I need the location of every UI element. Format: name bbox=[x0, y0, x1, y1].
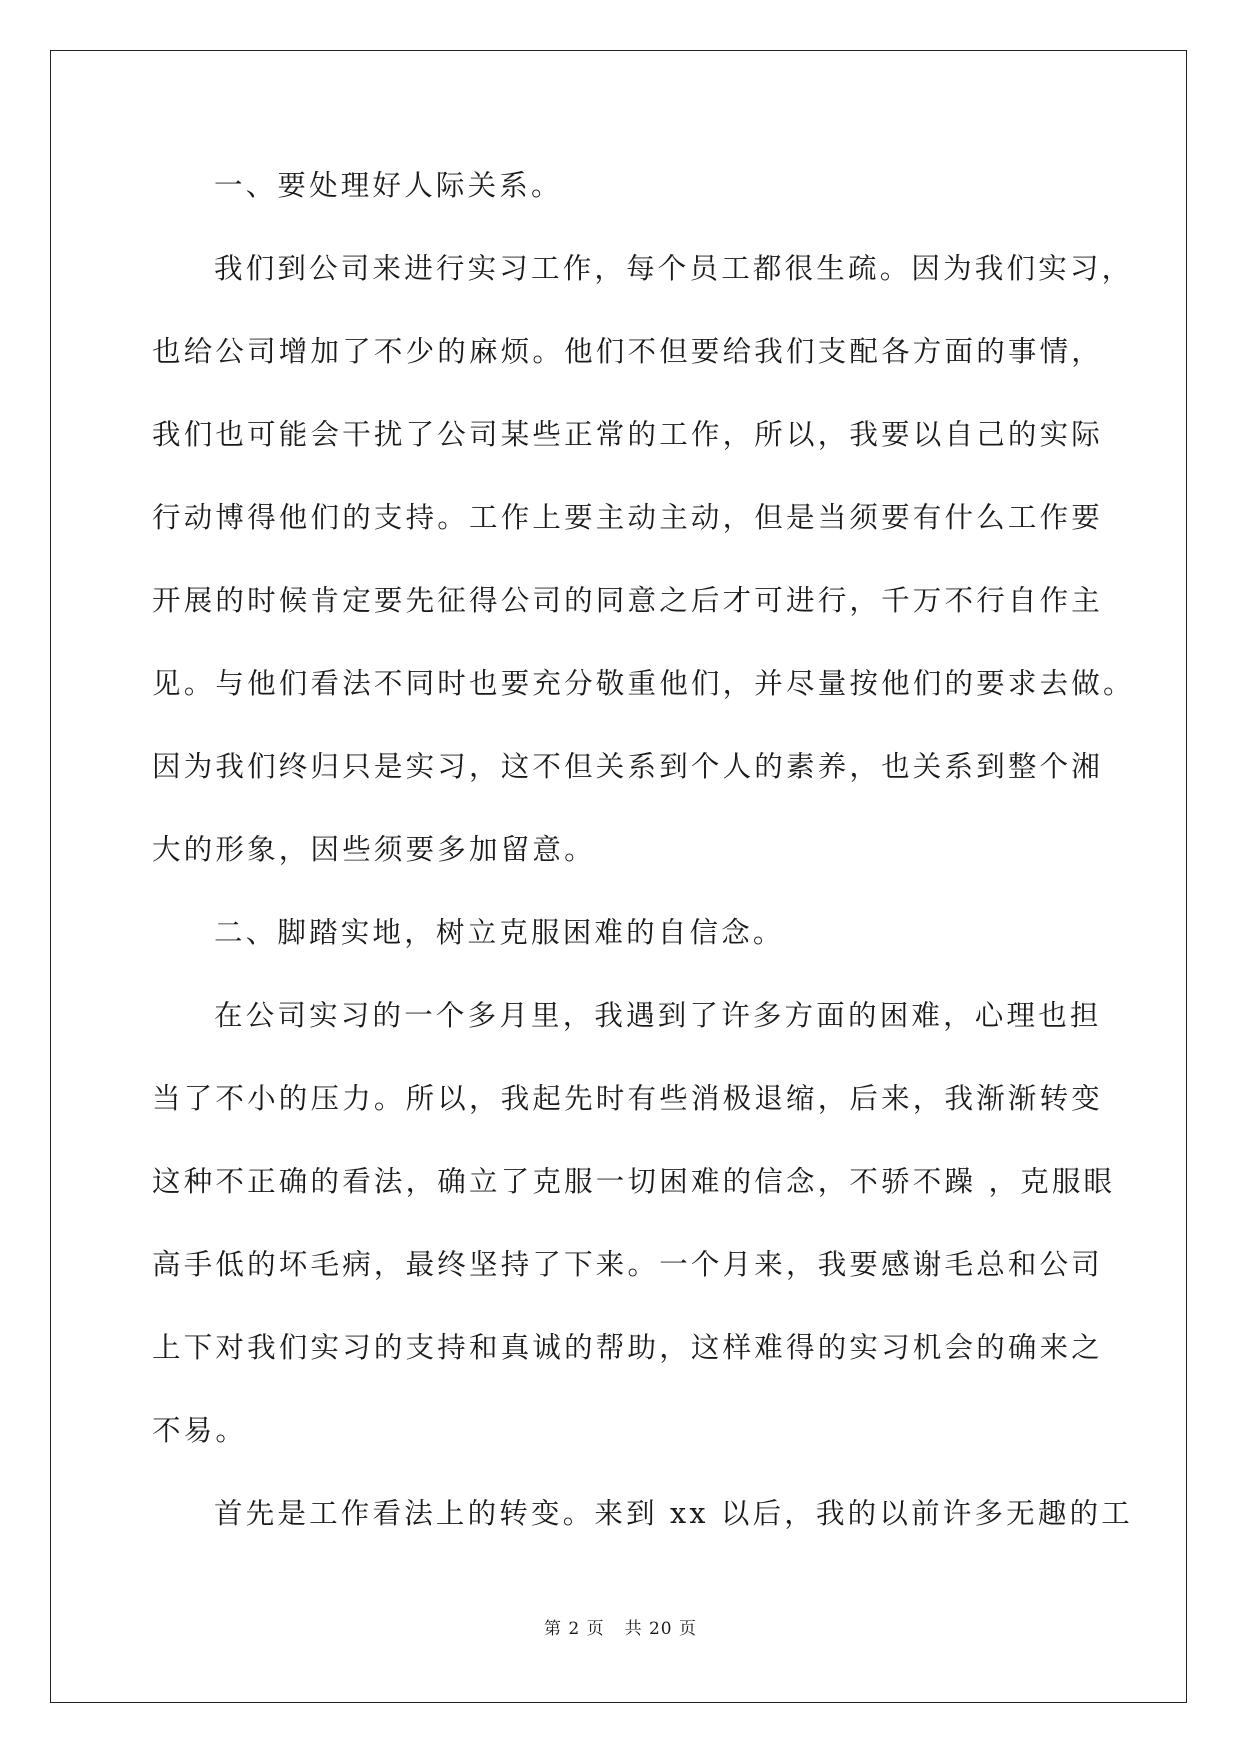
paragraph-line: 上下对我们实习的支持和真诚的帮助，这样难得的实习机会的确来之 bbox=[152, 1331, 1104, 1364]
page-number: 第 2 页 bbox=[543, 1619, 605, 1639]
paragraph-line: 我们到公司来进行实习工作，每个员工都很生疏。因为我们实习， bbox=[214, 252, 1134, 285]
paragraph-line: 不易。 bbox=[152, 1414, 248, 1447]
paragraph-line: 这种不正确的看法，确立了克服一切困难的信念，不骄不躁 ，克服眼 bbox=[152, 1165, 1116, 1198]
paragraph-line: 见。与他们看法不同时也要充分敬重他们，并尽量按他们的要求去做。 bbox=[152, 667, 1135, 700]
paragraph-line: 我们也可能会干扰了公司某些正常的工作，所以，我要以自己的实际 bbox=[152, 418, 1104, 451]
page-footer bbox=[0, 1614, 1241, 1639]
paragraph-line: 首先是工作看法上的转变。来到 xx 以后，我的以前许多无趣的工 bbox=[214, 1497, 1133, 1530]
paragraph-line: 开展的时候肯定要先征得公司的同意之后才可进行，千万不行自作主 bbox=[152, 584, 1104, 617]
paragraph-line: 当了不小的压力。所以，我起先时有些消极退缩，后来，我渐渐转变 bbox=[152, 1082, 1104, 1115]
paragraph-line: 高手低的坏毛病，最终坚持了下来。一个月来，我要感谢毛总和公司 bbox=[152, 1248, 1104, 1281]
paragraph-line: 也给公司增加了不少的麻烦。他们不但要给我们支配各方面的事情， bbox=[152, 335, 1104, 368]
paragraph-line: 大的形象，因些须要多加留意。 bbox=[152, 833, 596, 866]
paragraph-line: 一、要处理好人际关系。 bbox=[214, 169, 563, 202]
paragraph-line: 二、脚踏实地，树立克服困难的自信念。 bbox=[214, 916, 785, 949]
paragraph-line: 因为我们终归只是实习，这不但关系到个人的素养，也关系到整个湘 bbox=[152, 750, 1104, 783]
paragraph-line: 行动博得他们的支持。工作上要主动主动，但是当须要有什么工作要 bbox=[152, 501, 1104, 534]
page-total: 共 20 页 bbox=[624, 1619, 698, 1639]
document-body bbox=[152, 165, 1135, 1576]
paragraph-line: 在公司实习的一个多月里，我遇到了许多方面的困难，心理也担 bbox=[214, 999, 1102, 1032]
